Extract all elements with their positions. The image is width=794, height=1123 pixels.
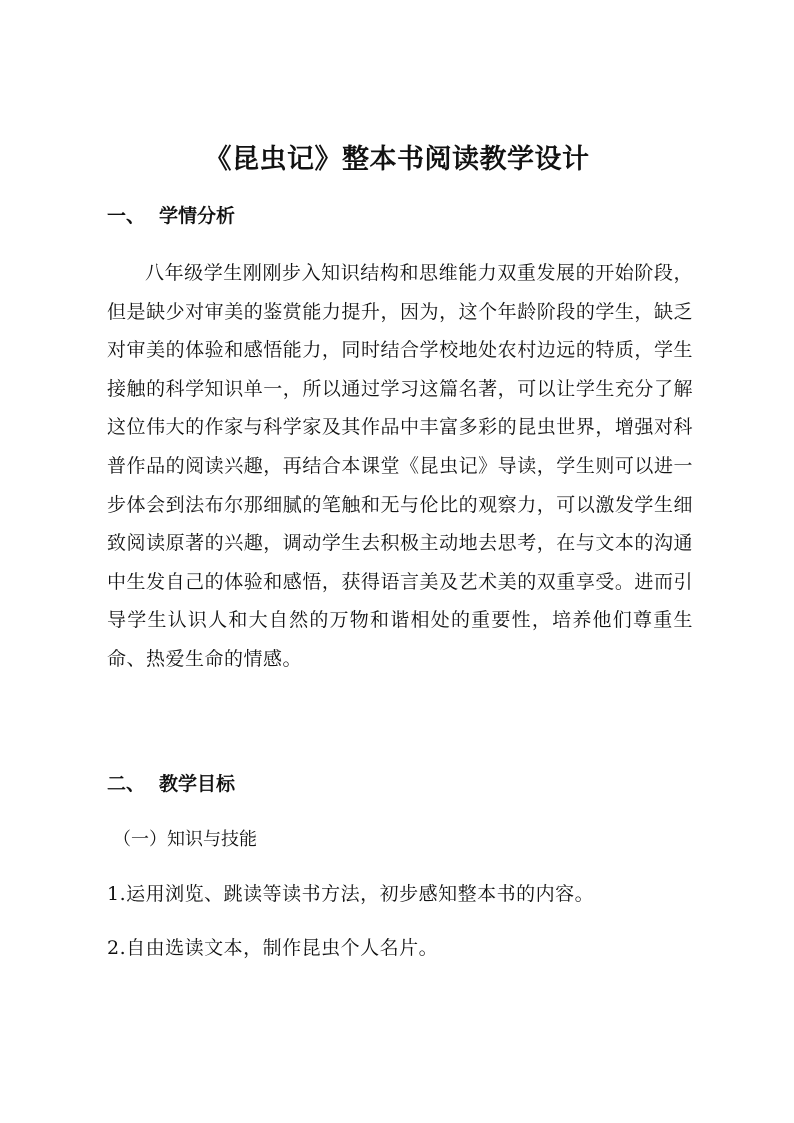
- section-heading-teaching-goals: [107, 769, 235, 799]
- goal-item: 2.自由选读文本，制作昆虫个人名片。: [107, 937, 439, 959]
- section-heading-text: 教学目标: [159, 773, 236, 795]
- section-number: 二、: [107, 773, 146, 795]
- section-heading-learning-analysis: [107, 201, 235, 231]
- learning-analysis-paragraph: 八年级学生刚刚步入知识结构和思维能力双重发展的开始阶段，但是缺少对审美的鉴赏能力提升，因为，这个年龄阶段的学生，缺乏对审美的体验和感悟能力，同时结合学校地处农村边远的特质，学生接触的科学知识单一，所以通过学习这篇名著，可以让学生充分了解这位伟大的作家与科学家及其作品中丰富多彩的昆虫世界，增强对科普作品的阅读兴趣，再结合本课堂《昆虫记》导读，学生则可以进一步体会到法布尔那细腻的笔触和无与伦比的观察力，可以激发学生细致阅读原著的兴趣，调动学生去积极主动地去思考，在与文本的沟通中生发自己的体验和感悟，获得语言美及艺术美的双重享受。进而引导学生认识人和大自然的万物和谐相处的重要性，培养他们尊重生命、热爱生命的情感。: [107, 262, 693, 670]
- section-heading-text: 学情分析: [159, 205, 236, 227]
- subheading-knowledge-skills: （一）知识与技能: [113, 829, 257, 850]
- goal-item: 1.运用浏览、跳读等读书方法，初步感知整本书的内容。: [107, 883, 595, 905]
- section-number: 一、: [107, 205, 146, 227]
- document-title: 《昆虫记》整本书阅读教学设计: [204, 144, 590, 175]
